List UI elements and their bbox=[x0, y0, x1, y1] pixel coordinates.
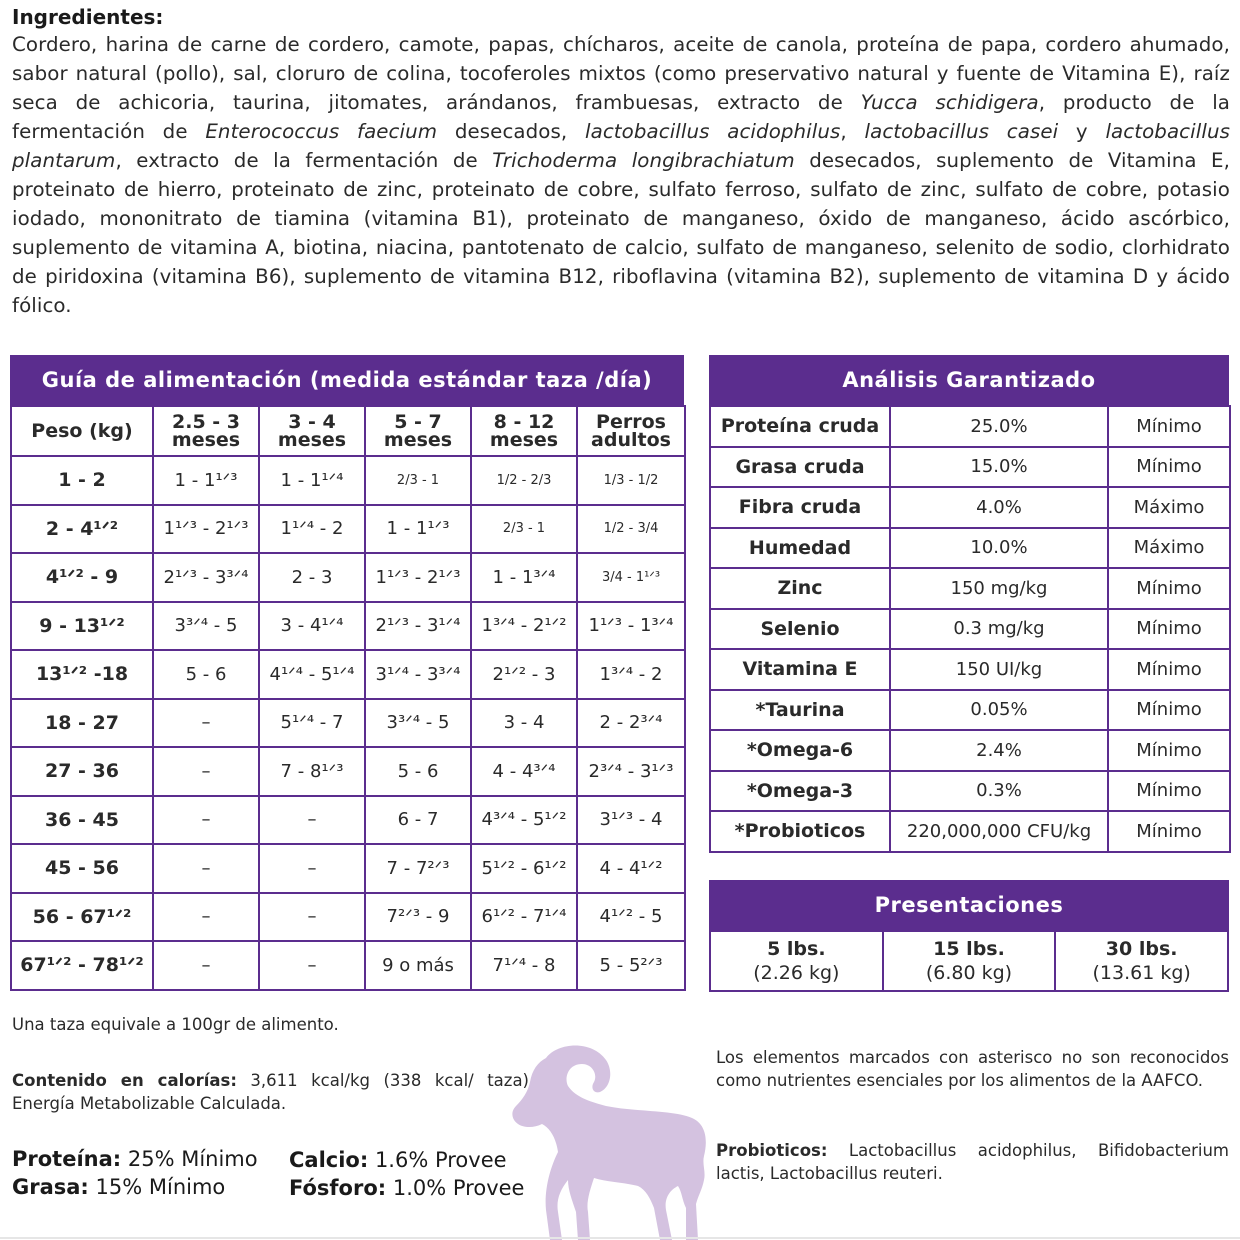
ingredient-text-segment: desecados, bbox=[437, 120, 585, 143]
value-cell: 150 mg/kg bbox=[890, 568, 1108, 609]
age-column-header: 5 - 7 meses bbox=[365, 406, 471, 456]
nutrient-cell: Vitamina E bbox=[710, 649, 890, 690]
portion-cell: 2¹ᐟ³ - 3¹ᐟ⁴ bbox=[365, 602, 471, 651]
portion-cell: 3³ᐟ⁴ - 5 bbox=[153, 602, 259, 651]
fat-value: 15% Mínimo bbox=[88, 1175, 226, 1199]
ingredient-species-name: lactobacillus plantarum bbox=[12, 120, 1230, 172]
portion-cell: 4¹ᐟ⁴ - 5¹ᐟ⁴ bbox=[259, 650, 365, 699]
value-cell: 0.3 mg/kg bbox=[890, 609, 1108, 650]
table-row bbox=[710, 447, 1230, 488]
probiotics-note bbox=[716, 1139, 1229, 1185]
value-cell: 0.3% bbox=[890, 771, 1108, 812]
ingredients-section bbox=[12, 5, 1230, 320]
nutrient-cell: *Taurina bbox=[710, 690, 890, 731]
portion-cell: 6¹ᐟ² - 7¹ᐟ⁴ bbox=[471, 893, 577, 942]
limit-cell: Mínimo bbox=[1108, 771, 1230, 812]
table-row bbox=[710, 568, 1230, 609]
ingredient-species-name: Yucca schidigera bbox=[860, 91, 1039, 114]
value-cell: 150 UI/kg bbox=[890, 649, 1108, 690]
weight-cell: 4¹ᐟ² - 9 bbox=[11, 553, 153, 602]
limit-cell: Máximo bbox=[1108, 528, 1230, 569]
ingredient-species-name: Enterococcus faecium bbox=[205, 120, 438, 143]
portion-cell: 1³ᐟ⁴ - 2¹ᐟ² bbox=[471, 602, 577, 651]
weight-cell: 1 - 2 bbox=[11, 456, 153, 505]
presentation-cell bbox=[1055, 931, 1228, 991]
portion-cell: 4¹ᐟ² - 5 bbox=[577, 893, 685, 942]
limit-cell: Mínimo bbox=[1108, 568, 1230, 609]
portion-cell: – bbox=[153, 747, 259, 796]
portion-cell: 5¹ᐟ² - 6¹ᐟ² bbox=[471, 844, 577, 893]
protein-label: Proteína: bbox=[12, 1147, 122, 1171]
portion-cell: 5¹ᐟ⁴ - 7 bbox=[259, 699, 365, 748]
portion-cell: 9 o más bbox=[365, 941, 471, 990]
presentations-title: Presentaciones bbox=[709, 880, 1229, 930]
calorie-content bbox=[12, 1069, 529, 1115]
phosphorus-label: Fósforo: bbox=[289, 1176, 387, 1200]
value-cell: 0.05% bbox=[890, 690, 1108, 731]
portion-cell: – bbox=[259, 796, 365, 845]
table-row bbox=[11, 650, 685, 699]
ingredient-text-segment: , extracto de la fermentación de bbox=[115, 149, 493, 172]
portion-cell: 1¹ᐟ³ - 2¹ᐟ³ bbox=[153, 505, 259, 554]
nutrient-cell: Humedad bbox=[710, 528, 890, 569]
value-cell: 15.0% bbox=[890, 447, 1108, 488]
portion-cell: – bbox=[153, 893, 259, 942]
portion-cell: – bbox=[153, 699, 259, 748]
portion-cell: 4³ᐟ⁴ - 5¹ᐟ² bbox=[471, 796, 577, 845]
nutrient-cell: Grasa cruda bbox=[710, 447, 890, 488]
limit-cell: Mínimo bbox=[1108, 406, 1230, 447]
weight-cell: 2 - 4¹ᐟ² bbox=[11, 505, 153, 554]
value-cell: 2.4% bbox=[890, 730, 1108, 771]
ingredient-text-segment: y bbox=[1058, 120, 1106, 143]
feeding-guide-table bbox=[10, 405, 686, 991]
table-row bbox=[710, 487, 1230, 528]
feeding-guide bbox=[10, 355, 684, 991]
portion-cell: 1 - 1¹ᐟ⁴ bbox=[259, 456, 365, 505]
limit-cell: Mínimo bbox=[1108, 609, 1230, 650]
bottom-divider bbox=[0, 1237, 1240, 1239]
portion-cell: – bbox=[259, 844, 365, 893]
portion-cell: – bbox=[259, 893, 365, 942]
portion-cell: – bbox=[153, 844, 259, 893]
table-row bbox=[710, 609, 1230, 650]
portion-cell: 1/3 - 1/2 bbox=[577, 456, 685, 505]
portion-cell: 7 - 7²ᐟ³ bbox=[365, 844, 471, 893]
probiotics-value: Lactobacillus acidophilus, Bifidobacterium lactis, Lactobacillus reuteri. bbox=[716, 1141, 1229, 1183]
ingredients-title: Ingredientes: bbox=[12, 5, 164, 29]
portion-cell: – bbox=[259, 941, 365, 990]
weight-cell: 13¹ᐟ² -18 bbox=[11, 650, 153, 699]
weight-cell: 56 - 67¹ᐟ² bbox=[11, 893, 153, 942]
ingredient-text-segment: , producto de la fermentación de bbox=[12, 91, 1231, 143]
portion-cell: 1 - 1¹ᐟ³ bbox=[153, 456, 259, 505]
table-row bbox=[11, 602, 685, 651]
fat-label: Grasa: bbox=[12, 1175, 89, 1199]
ingredients-text bbox=[12, 30, 1230, 320]
age-column-header: 8 - 12 meses bbox=[471, 406, 577, 456]
nutrient-cell: Fibra cruda bbox=[710, 487, 890, 528]
nutrient-cell: Proteína cruda bbox=[710, 406, 890, 447]
presentations-table bbox=[709, 930, 1229, 992]
portion-cell: 1/2 - 2/3 bbox=[471, 456, 577, 505]
portion-cell: 7²ᐟ³ - 9 bbox=[365, 893, 471, 942]
calories-label: Contenido en calorías: bbox=[12, 1071, 237, 1090]
nutrient-cell: Selenio bbox=[710, 609, 890, 650]
portion-cell: 1³ᐟ⁴ - 2 bbox=[577, 650, 685, 699]
portion-cell: 2 - 3 bbox=[259, 553, 365, 602]
ingredient-species-name: Trichoderma longibrachiatum bbox=[492, 149, 795, 172]
calories-value: 3,611 kcal/kg (338 kcal/ taza) Energía Metabolizable Calculada. bbox=[12, 1071, 529, 1113]
protein-line bbox=[12, 1145, 258, 1173]
table-row bbox=[11, 844, 685, 893]
table-row bbox=[11, 796, 685, 845]
presentations bbox=[709, 880, 1229, 992]
ingredient-species-name: lactobacillus casei bbox=[864, 120, 1059, 143]
table-row bbox=[11, 553, 685, 602]
phosphorus-line bbox=[289, 1174, 524, 1202]
nutrient-cell: *Probioticos bbox=[710, 811, 890, 852]
portion-cell: – bbox=[153, 941, 259, 990]
ingredient-text-segment: , bbox=[840, 120, 865, 143]
weight-column-header: Peso (kg) bbox=[11, 406, 153, 456]
portion-cell: 2¹ᐟ³ - 3³ᐟ⁴ bbox=[153, 553, 259, 602]
presentation-size: 5 lbs. bbox=[767, 938, 826, 960]
fat-line bbox=[12, 1173, 225, 1201]
table-row bbox=[710, 690, 1230, 731]
presentation-size: 15 lbs. bbox=[933, 938, 1005, 960]
portion-cell: 1¹ᐟ³ - 2¹ᐟ³ bbox=[365, 553, 471, 602]
ingredient-species-name: lactobacillus acidophilus bbox=[585, 120, 841, 143]
portion-cell: 5 - 6 bbox=[153, 650, 259, 699]
cup-note: Una taza equivale a 100gr de alimento. bbox=[12, 1015, 339, 1034]
aafco-note: Los elementos marcados con asterisco no son reconocidos como nutrientes esenciales por los alimentos de la AAFCO. bbox=[716, 1048, 1229, 1090]
ingredient-text-segment: Cordero, harina de carne de cordero, camote, papas, chícharos, aceite de canola, proteína de papa, cordero ahumado, sabor natural (pollo), sal, cloruro de colina, tocoferoles mixtos (como preservativo natural y fuente de Vitamina E), raíz seca de achicoria, taurina, jitomates, arándanos, frambuesas, extracto de bbox=[12, 33, 1230, 114]
portion-cell: 5 - 5²ᐟ³ bbox=[577, 941, 685, 990]
portion-cell: 4 - 4³ᐟ⁴ bbox=[471, 747, 577, 796]
table-row bbox=[11, 941, 685, 990]
table-row bbox=[11, 456, 685, 505]
weight-cell: 67¹ᐟ² - 78¹ᐟ² bbox=[11, 941, 153, 990]
value-cell: 10.0% bbox=[890, 528, 1108, 569]
portion-cell: 6 - 7 bbox=[365, 796, 471, 845]
limit-cell: Mínimo bbox=[1108, 730, 1230, 771]
weight-cell: 36 - 45 bbox=[11, 796, 153, 845]
weight-cell: 45 - 56 bbox=[11, 844, 153, 893]
value-cell: 4.0% bbox=[890, 487, 1108, 528]
portion-cell: 2³ᐟ⁴ - 3¹ᐟ³ bbox=[577, 747, 685, 796]
portion-cell: 1/2 - 3/4 bbox=[577, 505, 685, 554]
weight-cell: 18 - 27 bbox=[11, 699, 153, 748]
table-row bbox=[710, 730, 1230, 771]
portion-cell: 2/3 - 1 bbox=[471, 505, 577, 554]
feeding-guide-title: Guía de alimentación (medida estándar taza /día) bbox=[10, 355, 684, 405]
portion-cell: 3 - 4¹ᐟ⁴ bbox=[259, 602, 365, 651]
table-row bbox=[710, 771, 1230, 812]
portion-cell: 4 - 4¹ᐟ² bbox=[577, 844, 685, 893]
table-row bbox=[710, 406, 1230, 447]
limit-cell: Mínimo bbox=[1108, 811, 1230, 852]
age-column-header: 2.5 - 3 meses bbox=[153, 406, 259, 456]
presentation-kg: (6.80 kg) bbox=[925, 962, 1013, 984]
limit-cell: Mínimo bbox=[1108, 690, 1230, 731]
table-row bbox=[11, 699, 685, 748]
nutrient-cell: *Omega-3 bbox=[710, 771, 890, 812]
portion-cell: 3¹ᐟ³ - 4 bbox=[577, 796, 685, 845]
value-cell: 25.0% bbox=[890, 406, 1108, 447]
portion-cell: 7¹ᐟ⁴ - 8 bbox=[471, 941, 577, 990]
table-row bbox=[11, 747, 685, 796]
portion-cell: 5 - 6 bbox=[365, 747, 471, 796]
portion-cell: 7 - 8¹ᐟ³ bbox=[259, 747, 365, 796]
presentation-cell bbox=[883, 931, 1056, 991]
portion-cell: 1 - 1¹ᐟ³ bbox=[365, 505, 471, 554]
calcium-value: 1.6% Provee bbox=[368, 1148, 507, 1172]
portion-cell: 2¹ᐟ² - 3 bbox=[471, 650, 577, 699]
presentation-size: 30 lbs. bbox=[1105, 938, 1178, 960]
nutrient-cell: Zinc bbox=[710, 568, 890, 609]
portion-cell: 3 - 4 bbox=[471, 699, 577, 748]
presentation-cell bbox=[710, 931, 883, 991]
presentation-kg: (13.61 kg) bbox=[1092, 962, 1191, 984]
portion-cell: 2/3 - 1 bbox=[365, 456, 471, 505]
weight-cell: 9 - 13¹ᐟ² bbox=[11, 602, 153, 651]
guaranteed-analysis bbox=[709, 355, 1229, 853]
portion-cell: 3¹ᐟ⁴ - 3³ᐟ⁴ bbox=[365, 650, 471, 699]
portion-cell: 3/4 - 1¹ᐟ³ bbox=[577, 553, 685, 602]
analysis-table bbox=[709, 405, 1231, 853]
table-row bbox=[11, 505, 685, 554]
portion-cell: 1¹ᐟ³ - 1³ᐟ⁴ bbox=[577, 602, 685, 651]
value-cell: 220,000,000 CFU/kg bbox=[890, 811, 1108, 852]
ingredient-text-segment: desecados, suplemento de Vitamina E, proteinato de hierro, proteinato de zinc, proteinato de cobre, sulfato ferroso, sulfato de zinc, sulfato de cobre, potasio iodado, mononitrato de tiamina (vitamina B1), proteinato de manganeso, óxido de manganeso, ácido ascórbico, suplemento de vitamina A, biotina, niacina, pantotenato de calcio, sulfato de manganeso, selenito de sodio, clorhidrato de piridoxina (vitamina B6), suplemento de vitamina B12, riboflavina (vitamina B2), suplemento de vitamina D y ácido fólico. bbox=[12, 149, 1230, 317]
portion-cell: – bbox=[153, 796, 259, 845]
table-row bbox=[11, 893, 685, 942]
phosphorus-value: 1.0% Provee bbox=[386, 1176, 525, 1200]
probiotics-label: Probioticos: bbox=[716, 1141, 828, 1160]
portion-cell: 1 - 1³ᐟ⁴ bbox=[471, 553, 577, 602]
calcium-line bbox=[289, 1146, 507, 1174]
portion-cell: 3³ᐟ⁴ - 5 bbox=[365, 699, 471, 748]
portion-cell: 2 - 2³ᐟ⁴ bbox=[577, 699, 685, 748]
protein-value: 25% Mínimo bbox=[121, 1147, 258, 1171]
limit-cell: Máximo bbox=[1108, 487, 1230, 528]
portion-cell: 1¹ᐟ⁴ - 2 bbox=[259, 505, 365, 554]
presentation-kg: (2.26 kg) bbox=[753, 962, 840, 984]
table-row bbox=[710, 528, 1230, 569]
weight-cell: 27 - 36 bbox=[11, 747, 153, 796]
limit-cell: Mínimo bbox=[1108, 447, 1230, 488]
calcium-label: Calcio: bbox=[289, 1148, 369, 1172]
table-row bbox=[710, 811, 1230, 852]
table-row bbox=[710, 649, 1230, 690]
age-column-header: Perros adultos bbox=[577, 406, 685, 456]
analysis-title: Análisis Garantizado bbox=[709, 355, 1229, 405]
age-column-header: 3 - 4 meses bbox=[259, 406, 365, 456]
ram-silhouette-icon bbox=[506, 1040, 716, 1240]
limit-cell: Mínimo bbox=[1108, 649, 1230, 690]
nutrient-cell: *Omega-6 bbox=[710, 730, 890, 771]
